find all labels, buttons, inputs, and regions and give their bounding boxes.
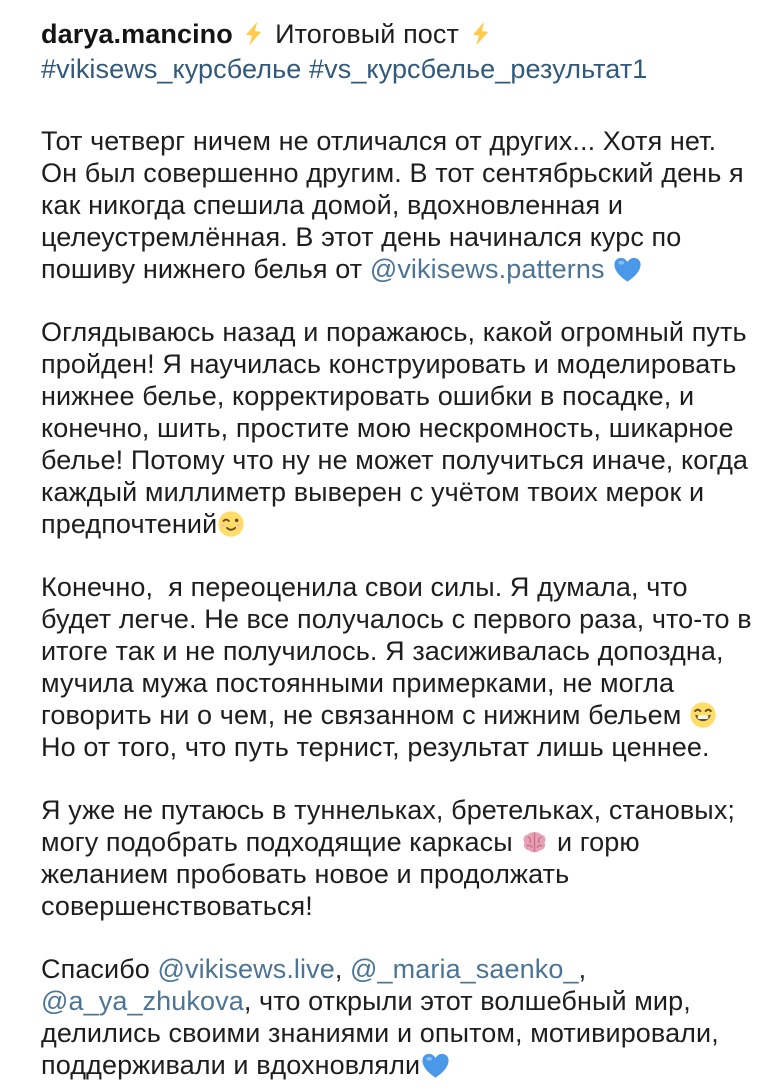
caption-text: , что открыли этот волшебный мир, [243, 986, 691, 1016]
paragraph-1 [41, 125, 744, 285]
header [41, 16, 739, 85]
mention-link[interactable]: @vikisews.patterns [369, 254, 605, 284]
caption-text: , [334, 954, 351, 984]
caption-line [41, 476, 739, 508]
caption-text: желанием пробовать новое и продолжать [41, 859, 570, 889]
caption-line [41, 125, 739, 157]
caption-text: Тот четверг ничем не отличался от других... Хотя нет. [41, 126, 717, 156]
caption-text: предпочтений [41, 509, 218, 539]
caption-line [41, 316, 747, 348]
caption-text: белье! Потому что ну не может получиться иначе, когда [41, 445, 749, 475]
caption-line [41, 157, 744, 189]
paragraph-3 [41, 571, 752, 763]
caption-line [41, 444, 749, 476]
mention-link[interactable]: @vikisews.live [157, 954, 335, 984]
caption-text: конечно, шить, простите мою нескромность, шикарное [41, 413, 734, 443]
caption-line [41, 253, 739, 285]
caption-text: как никогда спешила домой, вдохновленная и [41, 190, 624, 220]
caption-text: делились своими знаниями и опытом, мотивировали, [41, 1018, 719, 1048]
caption-text [301, 54, 309, 84]
caption-line [41, 667, 739, 699]
caption-text: пошиву нижнего белья от [41, 254, 370, 284]
caption-line [41, 221, 739, 253]
caption-line [41, 380, 739, 412]
caption-text: и горю [549, 827, 640, 857]
caption-text: поддерживали и вдохновляли [41, 1050, 421, 1080]
wink-face-emoji [217, 510, 245, 538]
caption-text: Итоговый пост [267, 19, 467, 49]
caption-line [41, 699, 739, 731]
caption-line [41, 603, 752, 635]
caption-text: Но от того, что путь тернист, результат лишь ценнее. [41, 732, 710, 762]
brain-emoji [520, 828, 549, 857]
caption-line [41, 731, 739, 763]
caption-line [41, 890, 739, 922]
caption-line [41, 1017, 739, 1049]
caption-text: Конечно, я переоценила свои силы. Я думала, что [41, 572, 688, 602]
zap-emoji [240, 20, 267, 47]
username[interactable]: darya.mancino [41, 19, 233, 49]
caption-line [41, 635, 739, 667]
caption-line [41, 1049, 739, 1081]
caption-text: итоге так и не получилось. Я засиживалась допоздна, [41, 636, 724, 666]
hashtag-link[interactable]: #vs_курсбелье_результат1 [309, 54, 648, 84]
caption-text [605, 254, 613, 284]
caption-text: пройден! Я научилась конструировать и моделировать [41, 349, 737, 379]
caption-text: говорить ни о чем, не связанном с нижним бельем [41, 700, 690, 730]
caption-line [41, 189, 739, 221]
caption-line [41, 826, 739, 858]
caption-text: нижнее белье, корректировать ошибки в посадке, и [41, 381, 695, 411]
caption-line [41, 508, 739, 540]
paragraph-5 [41, 953, 739, 1081]
zap-emoji [467, 20, 494, 47]
paragraph-4 [41, 794, 739, 922]
caption-text: , [578, 954, 587, 984]
grin-face-emoji [689, 701, 717, 729]
caption-text: Он был совершенно другим. В тот сентябрьский день я [41, 158, 744, 188]
caption-line [41, 985, 739, 1017]
blue-heart-emoji [612, 254, 643, 285]
caption-text: каждый миллиметр выверен с учётом твоих мерок и [41, 477, 705, 507]
caption-text [233, 19, 241, 49]
caption-text: Оглядываюсь назад и поражаюсь, какой огромный путь [41, 317, 747, 347]
mention-link[interactable]: @a_ya_zhukova [41, 986, 244, 1016]
caption-line [41, 794, 739, 826]
mention-link[interactable]: @_maria_saenko_ [350, 954, 579, 984]
caption-text: Спасибо [41, 954, 158, 984]
caption-text: Я уже не путаюсь в туннельках, бретельках, становых; [41, 795, 736, 825]
caption-text: будет легче. Не все получалось с первого раза, что-то в [41, 604, 752, 634]
paragraph-2 [41, 316, 749, 540]
caption-line [41, 858, 739, 890]
caption-line [41, 953, 739, 985]
caption-line [41, 412, 739, 444]
caption-line [41, 16, 739, 53]
caption-text: целеустремлённая. В этот день начинался курс по [41, 222, 682, 252]
caption-text: совершенствоваться! [41, 891, 313, 921]
caption-text: могу подобрать подходящие каркасы [41, 827, 521, 857]
caption-line [41, 53, 739, 85]
blue-heart-emoji [420, 1050, 451, 1081]
caption-line [41, 571, 739, 603]
hashtag-link[interactable]: #vikisews_курсбелье [41, 54, 302, 84]
caption-text: мучила мужа постоянными примерками, не могла [41, 668, 675, 698]
caption-line [41, 348, 739, 380]
